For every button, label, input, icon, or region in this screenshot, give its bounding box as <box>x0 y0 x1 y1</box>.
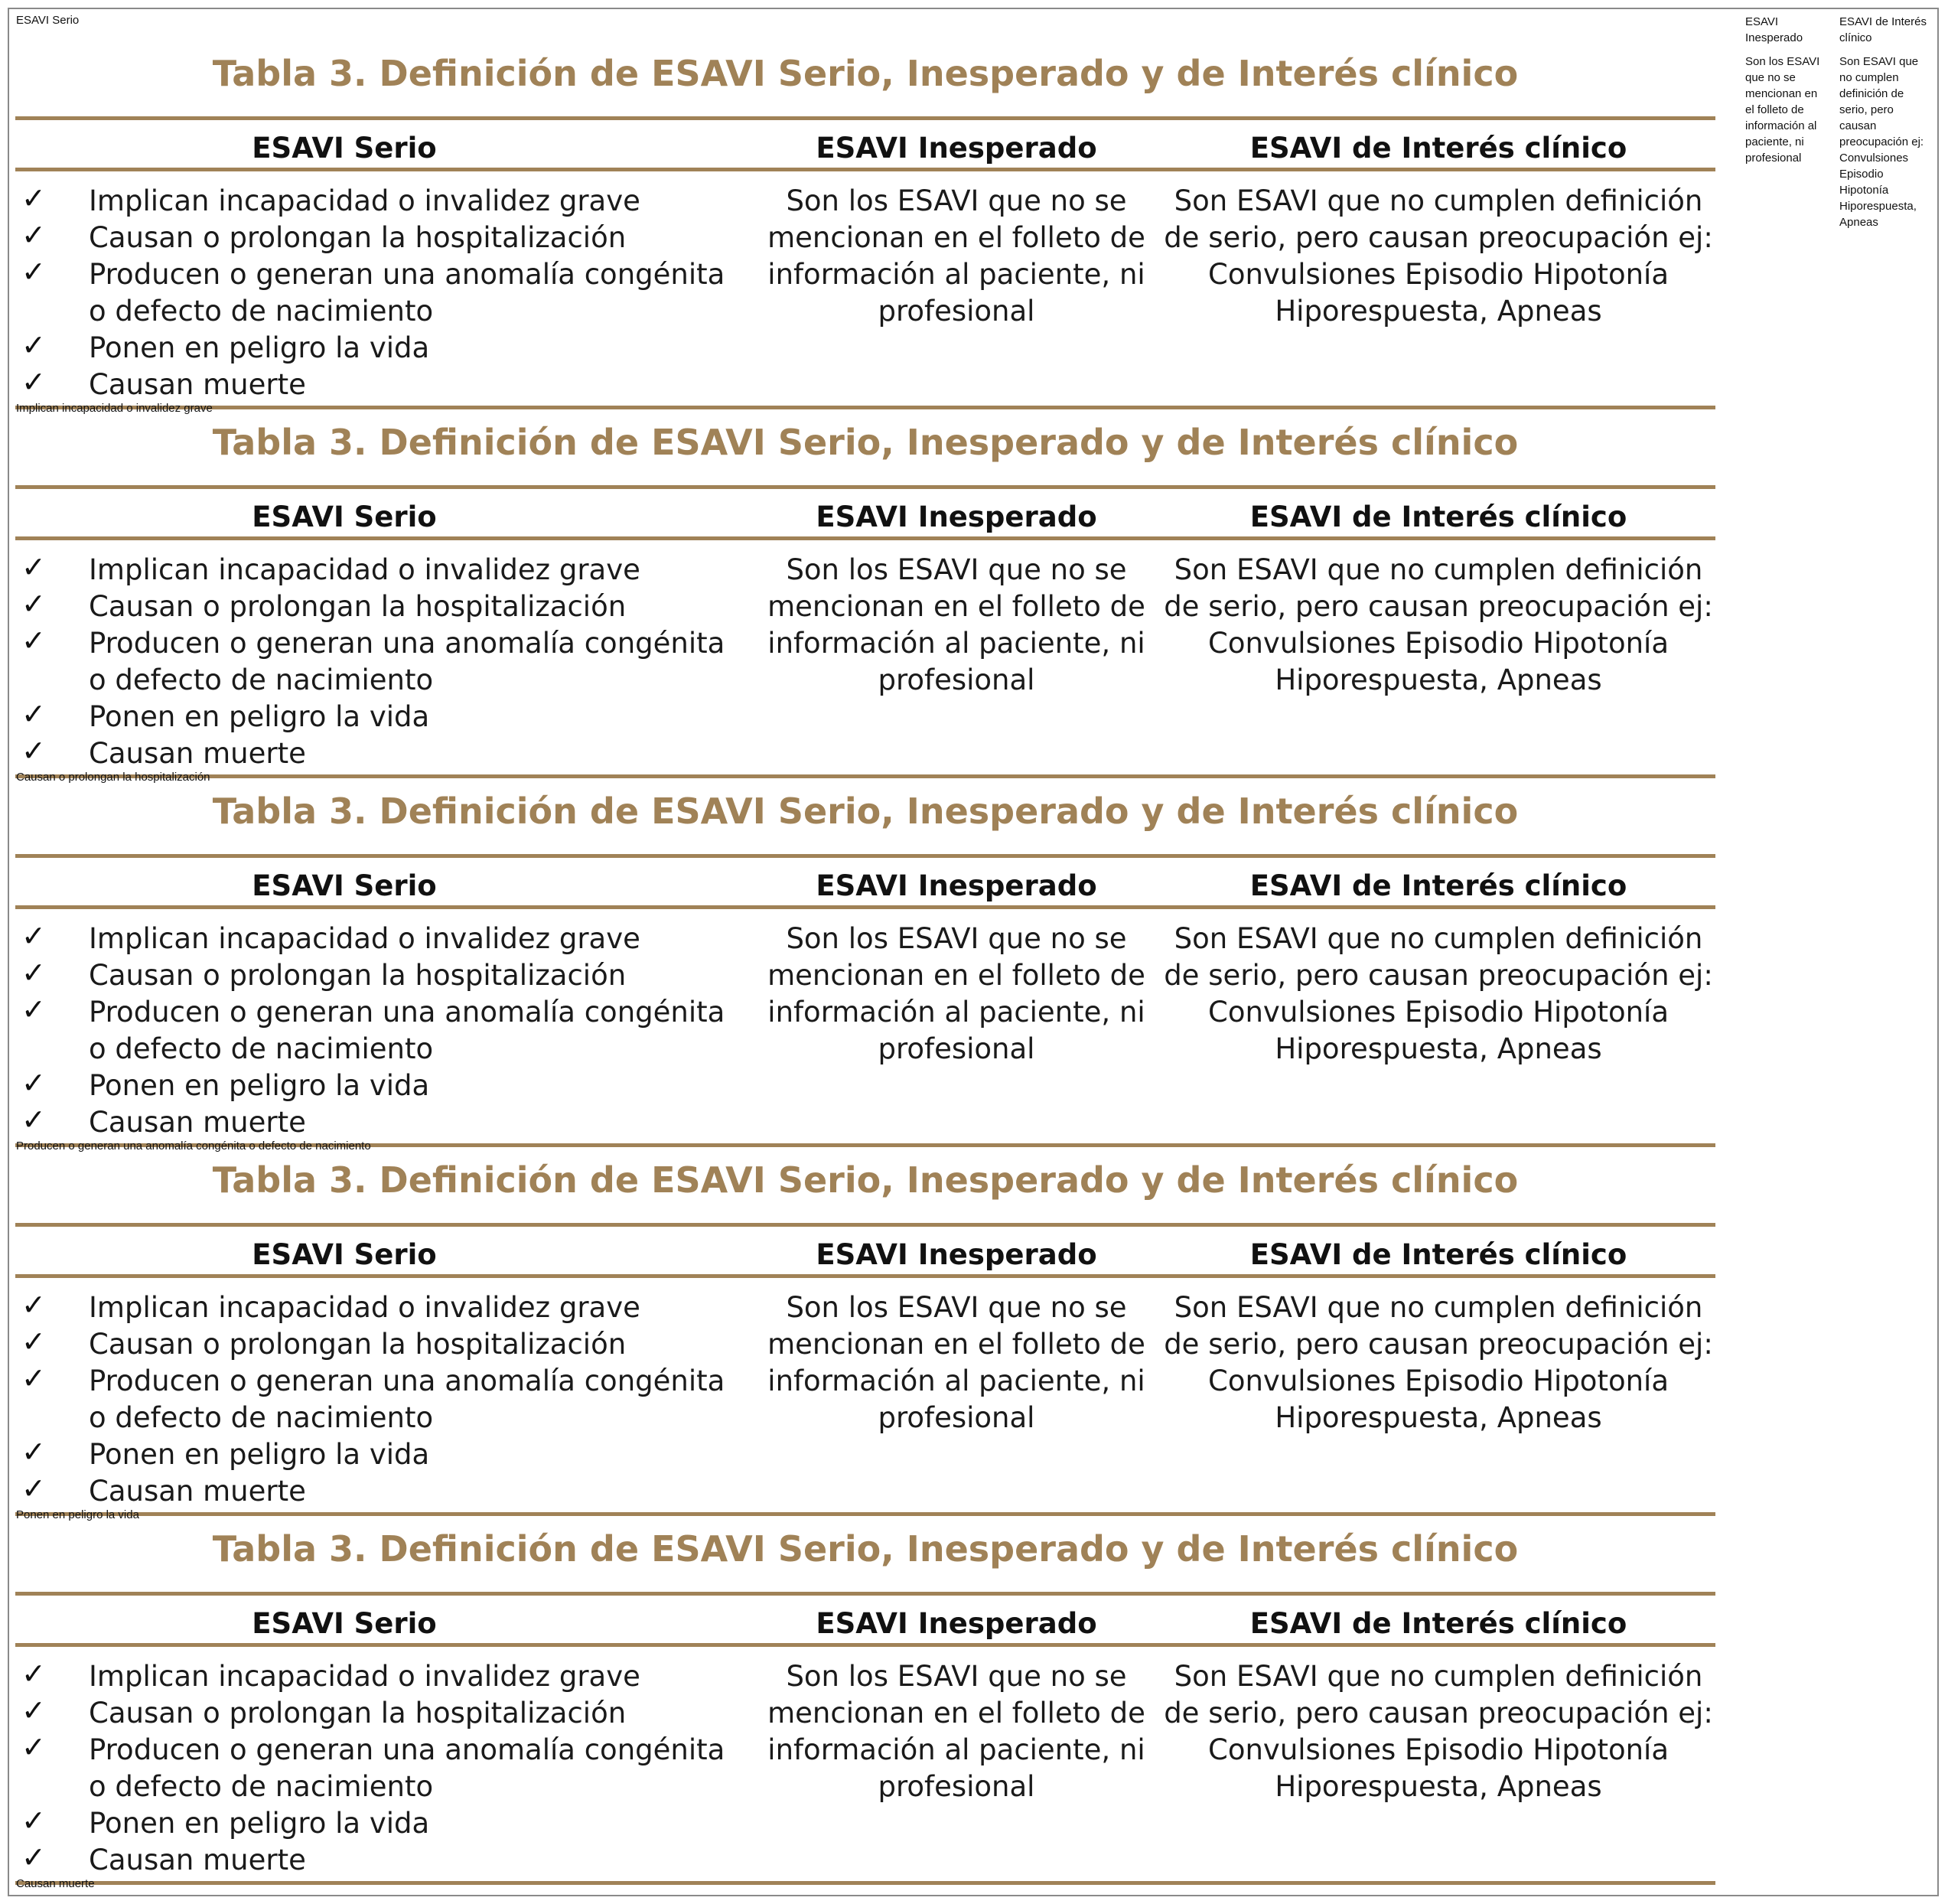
interes-definition: Son ESAVI que no cumplen definición de serio, pero causan preocupación ej: Convulsiones Episodio Hipotonía Hiporespuesta, Apneas <box>1164 1291 1713 1434</box>
table-header-rule <box>15 1274 1715 1278</box>
top-label: ESAVI Serio <box>16 14 80 27</box>
list-item-text: Producen o generan una anomalía congénita o defecto de nacimiento <box>89 1733 725 1803</box>
list-item <box>15 588 750 625</box>
checkmark-icon: ✓ <box>21 697 46 731</box>
checkmark-icon: ✓ <box>21 1066 46 1100</box>
header-esavi-serio: ESAVI Serio <box>252 1607 437 1640</box>
table-image <box>15 758 1715 1139</box>
table-top-rule <box>15 485 1715 489</box>
list-item <box>15 1289 750 1326</box>
checkmark-icon: ✓ <box>21 1472 46 1505</box>
list-item-text: Ponen en peligro la vida <box>89 1438 430 1471</box>
inesperado-definition: Son los ESAVI que no se mencionan en el folleto de información al paciente, ni profesional <box>767 1660 1145 1803</box>
header-esavi-interes: ESAVI de Interés clínico <box>1249 1238 1627 1271</box>
image-caption: Implican incapacidad o invalidez grave <box>16 402 213 415</box>
checkmark-icon: ✓ <box>21 550 46 584</box>
header-esavi-inesperado: ESAVI Inesperado <box>816 500 1097 533</box>
table-header-rule <box>15 536 1715 540</box>
list-item <box>15 625 750 699</box>
list-item-text: Causan muerte <box>89 1475 306 1508</box>
checkmark-icon: ✓ <box>21 255 46 289</box>
interes-definition: Son ESAVI que no cumplen definición de serio, pero causan preocupación ej: Convulsiones Episodio Hipotonía Hiporespuesta, Apneas <box>1164 553 1713 696</box>
list-item-text: Causan muerte <box>89 368 306 401</box>
checkmark-icon: ✓ <box>21 1325 46 1358</box>
list-item <box>15 1842 750 1879</box>
list-item <box>15 1363 750 1436</box>
list-item-text: Implican incapacidad o invalidez grave <box>89 1660 640 1693</box>
list-item-text: Producen o generan una anomalía congénita o defecto de nacimiento <box>89 258 725 328</box>
table-title: Tabla 3. Definición de ESAVI Serio, Inesperado y de Interés clínico <box>212 1159 1519 1201</box>
list-item-text: Implican incapacidad o invalidez grave <box>89 184 640 217</box>
checkmark-icon: ✓ <box>21 365 46 399</box>
list-item-text: Implican incapacidad o invalidez grave <box>89 922 640 955</box>
image-caption: Causan muerte <box>16 1877 95 1890</box>
list-item <box>15 699 750 735</box>
table-header-rule <box>15 1643 1715 1647</box>
table-bottom-rule <box>15 1881 1715 1885</box>
side-inesperado-text: Son los ESAVI que no se mencionan en el folleto de información al paciente, ni profesional <box>1745 55 1820 165</box>
list-item <box>15 1805 750 1842</box>
inesperado-definition: Son los ESAVI que no se mencionan en el folleto de información al paciente, ni profesional <box>767 184 1145 328</box>
list-item-text: Causan o prolongan la hospitalización <box>89 590 627 623</box>
list-item-text: Causan o prolongan la hospitalización <box>89 1697 627 1730</box>
list-item-text: Causan o prolongan la hospitalización <box>89 1328 627 1361</box>
inesperado-definition: Son los ESAVI que no se mencionan en el folleto de información al paciente, ni profesional <box>767 553 1145 696</box>
list-item <box>15 957 750 994</box>
list-item-text: Causan muerte <box>89 1844 306 1876</box>
interes-definition: Son ESAVI que no cumplen definición de serio, pero causan preocupación ej: Convulsiones Episodio Hipotonía Hiporespuesta, Apneas <box>1164 1660 1713 1803</box>
serio-criteria-list <box>15 1658 750 1879</box>
list-item <box>15 183 750 220</box>
image-caption: Producen o generan una anomalía congénita o defecto de nacimiento <box>16 1139 371 1153</box>
list-item-text: Causan o prolongan la hospitalización <box>89 221 627 254</box>
header-esavi-inesperado: ESAVI Inesperado <box>816 869 1097 902</box>
list-item-text: Ponen en peligro la vida <box>89 331 430 364</box>
checkmark-icon: ✓ <box>21 1840 46 1874</box>
table-header-rule <box>15 905 1715 909</box>
list-item <box>15 1326 750 1363</box>
table-image <box>15 390 1715 770</box>
table-title: Tabla 3. Definición de ESAVI Serio, Inesperado y de Interés clínico <box>212 422 1519 463</box>
list-item-text: Causan muerte <box>89 737 306 770</box>
checkmark-icon: ✓ <box>21 1103 46 1136</box>
checkmark-icon: ✓ <box>21 181 46 215</box>
serio-criteria-list <box>15 1289 750 1510</box>
inesperado-definition: Son los ESAVI que no se mencionan en el folleto de información al paciente, ni profesional <box>767 922 1145 1065</box>
checkmark-icon: ✓ <box>21 919 46 953</box>
list-item <box>15 256 750 330</box>
side-column-inesperado <box>1745 14 1822 166</box>
checkmark-icon: ✓ <box>21 587 46 621</box>
checkmark-icon: ✓ <box>21 993 46 1026</box>
list-item-text: Ponen en peligro la vida <box>89 700 430 733</box>
table-top-rule <box>15 116 1715 120</box>
serio-criteria-list <box>15 552 750 772</box>
list-item <box>15 552 750 588</box>
checkmark-icon: ✓ <box>21 218 46 252</box>
header-esavi-serio: ESAVI Serio <box>252 500 437 533</box>
list-item <box>15 220 750 256</box>
list-item-text: Producen o generan una anomalía congénita o defecto de nacimiento <box>89 996 725 1065</box>
header-esavi-interes: ESAVI de Interés clínico <box>1249 1607 1627 1640</box>
checkmark-icon: ✓ <box>21 624 46 657</box>
header-esavi-interes: ESAVI de Interés clínico <box>1249 869 1627 902</box>
table-image <box>15 1496 1715 1876</box>
checkmark-icon: ✓ <box>21 956 46 989</box>
list-item-text: Causan muerte <box>89 1106 306 1139</box>
table-top-rule <box>15 854 1715 858</box>
header-esavi-inesperado: ESAVI Inesperado <box>816 132 1097 165</box>
list-item-text: Implican incapacidad o invalidez grave <box>89 1291 640 1324</box>
checkmark-icon: ✓ <box>21 1435 46 1469</box>
interes-definition: Son ESAVI que no cumplen definición de serio, pero causan preocupación ej: Convulsiones Episodio Hipotonía Hiporespuesta, Apneas <box>1164 922 1713 1065</box>
list-item <box>15 1658 750 1695</box>
header-esavi-serio: ESAVI Serio <box>252 132 437 165</box>
list-item-text: Causan o prolongan la hospitalización <box>89 959 627 992</box>
image-caption: Ponen en peligro la vida <box>16 1508 139 1521</box>
inesperado-definition: Son los ESAVI que no se mencionan en el folleto de información al paciente, ni profesional <box>767 1291 1145 1434</box>
list-item <box>15 994 750 1068</box>
checkmark-icon: ✓ <box>21 1657 46 1690</box>
table-image <box>15 1127 1715 1508</box>
checkmark-icon: ✓ <box>21 1288 46 1322</box>
list-item-text: Producen o generan una anomalía congénita o defecto de nacimiento <box>89 1364 725 1434</box>
checkmark-icon: ✓ <box>21 1804 46 1837</box>
table-image <box>15 21 1715 401</box>
table-title: Tabla 3. Definición de ESAVI Serio, Inesperado y de Interés clínico <box>212 791 1519 832</box>
list-item <box>15 1695 750 1732</box>
list-item-text: Implican incapacidad o invalidez grave <box>89 553 640 586</box>
header-esavi-inesperado: ESAVI Inesperado <box>816 1238 1097 1271</box>
serio-criteria-list <box>15 921 750 1141</box>
image-caption: Causan o prolongan la hospitalización <box>16 771 210 784</box>
header-esavi-serio: ESAVI Serio <box>252 869 437 902</box>
serio-criteria-list <box>15 183 750 403</box>
list-item-text: Ponen en peligro la vida <box>89 1807 430 1840</box>
side-inesperado-header: ESAVI Inesperado <box>1745 15 1803 44</box>
list-item-text: Producen o generan una anomalía congénita o defecto de nacimiento <box>89 627 725 696</box>
checkmark-icon: ✓ <box>21 1361 46 1395</box>
list-item <box>15 330 750 367</box>
list-item <box>15 1436 750 1473</box>
table-header-rule <box>15 168 1715 171</box>
side-interes-header: ESAVI de Interés clínico <box>1839 15 1927 44</box>
header-esavi-interes: ESAVI de Interés clínico <box>1249 500 1627 533</box>
checkmark-icon: ✓ <box>21 328 46 362</box>
interes-definition: Son ESAVI que no cumplen definición de serio, pero causan preocupación ej: Convulsiones Episodio Hipotonía Hiporespuesta, Apneas <box>1164 184 1713 328</box>
checkmark-icon: ✓ <box>21 734 46 768</box>
list-item-text: Ponen en peligro la vida <box>89 1069 430 1102</box>
table-top-rule <box>15 1223 1715 1227</box>
header-esavi-serio: ESAVI Serio <box>252 1238 437 1271</box>
table-top-rule <box>15 1592 1715 1596</box>
list-item <box>15 1068 750 1104</box>
table-title: Tabla 3. Definición de ESAVI Serio, Inesperado y de Interés clínico <box>212 53 1519 94</box>
list-item <box>15 921 750 957</box>
table-title: Tabla 3. Definición de ESAVI Serio, Inesperado y de Interés clínico <box>212 1528 1519 1570</box>
header-esavi-inesperado: ESAVI Inesperado <box>816 1607 1097 1640</box>
list-item <box>15 1732 750 1805</box>
header-esavi-interes: ESAVI de Interés clínico <box>1249 132 1627 165</box>
checkmark-icon: ✓ <box>21 1694 46 1727</box>
side-interes-text: Son ESAVI que no cumplen definición de serio, pero causan preocupación ej: Convulsiones Episodio Hipotonía Hiporespuesta, Apneas <box>1839 55 1924 229</box>
checkmark-icon: ✓ <box>21 1730 46 1764</box>
side-column-interes <box>1839 14 1933 230</box>
